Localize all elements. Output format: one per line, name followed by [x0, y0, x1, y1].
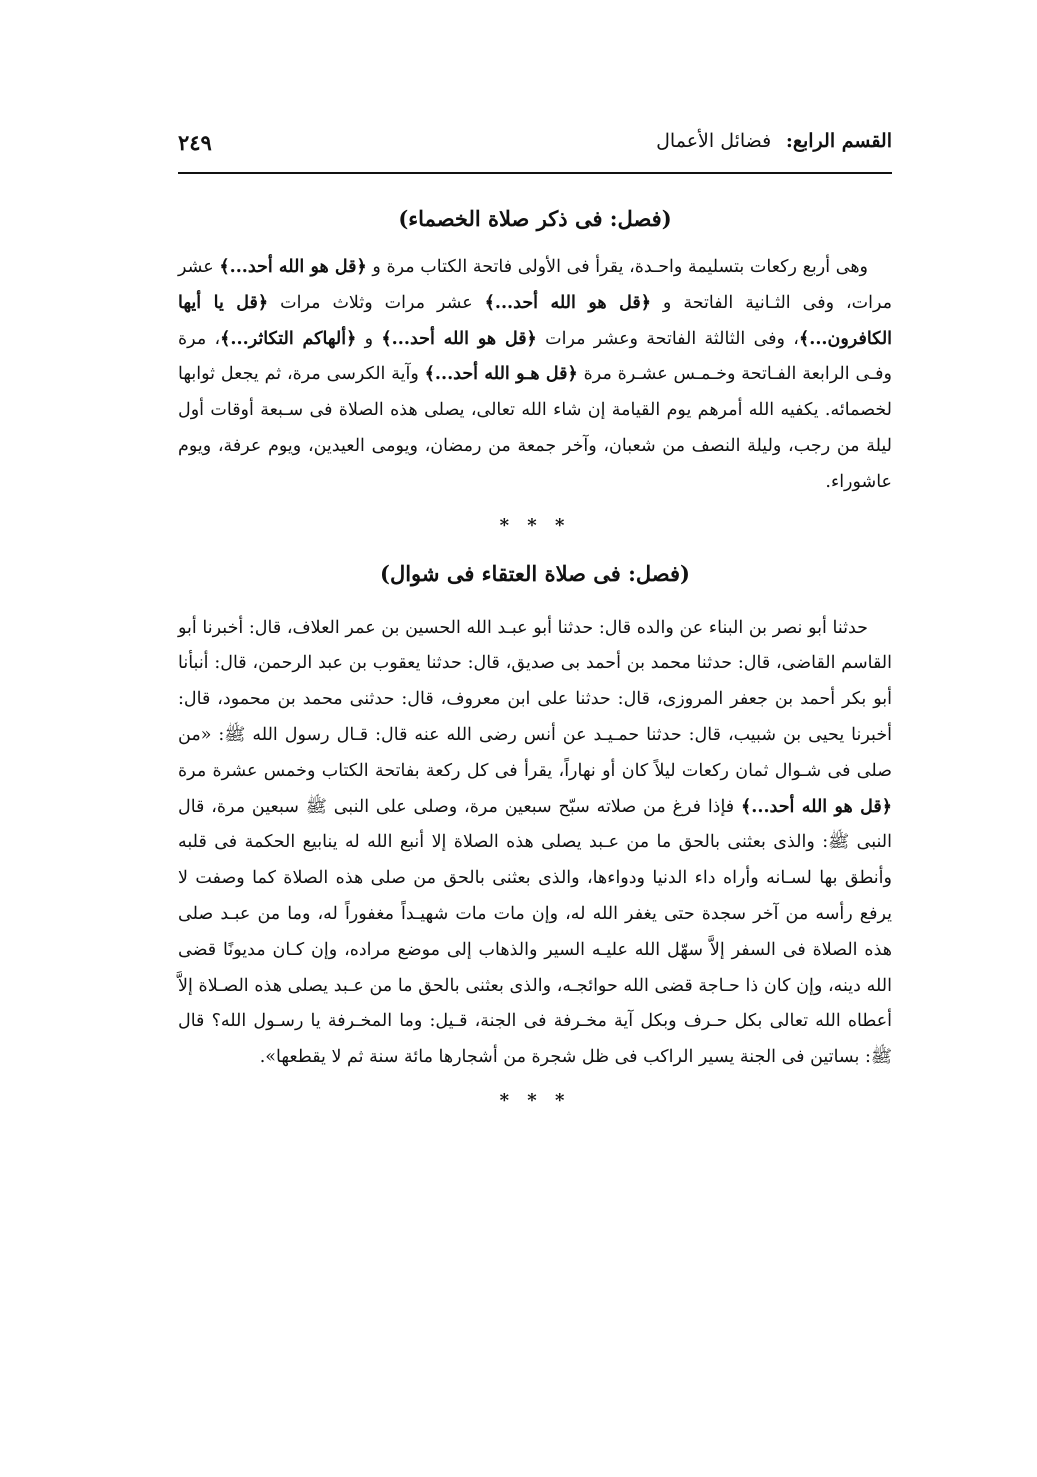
body-text: وهى أربع ركعات بتسليمة واحـدة، يقرأ فى الأولى فاتحة الكتاب مرة و [366, 257, 868, 277]
quran-verse-reference: ﴿ألهاكم التكاثر...﴾ [220, 328, 357, 349]
quran-verse-reference: ﴿قل يا أيها الكافرون...﴾ [178, 292, 893, 349]
header-part-label: القسم الرابع: [785, 130, 892, 152]
quran-verse-reference: ﴿قل هو الله أحد...﴾ [381, 328, 537, 349]
body-text: عشر مرات وثلاث مرات [268, 292, 485, 313]
section-heading-utaqa: (فصل: فى صلاة العتقاء فى شوال) [380, 560, 690, 586]
quran-verse-reference: ﴿قل هو الله أحد...﴾ [741, 796, 893, 817]
running-header [178, 126, 892, 170]
header-title [656, 130, 892, 152]
quran-verse-reference: ﴿قل هـو الله أحد...﴾ [424, 364, 578, 385]
page-number: ٢٤٩ [178, 130, 212, 155]
paragraph-khusama [178, 250, 892, 501]
paragraph-utaqa [178, 611, 892, 1076]
body-text: وآية الكرسى مرة، ثم يجعل ثوابها لخصمائه. يكفيه الله أمرهم يوم القيامة إن شاء الله تعالى، يصلى هذه الصلاة فى سـبعة أوقات أول ليلة من رجب، وليلة النصف من شعبان، وآخر جمعة من رمضان، ويومى العيدين، ويوم عرفة، ويوم عاشوراء. [178, 364, 892, 492]
section-separator: * * * [499, 514, 571, 536]
section-heading-khusama: (فصل: فى ذكر صلاة الخصماء) [398, 206, 672, 231]
body-text: حدثنا أبو نصر بن البناء عن والده قال: حدثنا أبو عبـد الله الحسين بن عمر العلاف، قال: أخبرنا أبو القاسم القاضى، قال: حدثنا محمد بن أحمد بى صديق، قال: حدثنا يعقوب بن عبد الرحمن، قال: أنبأنا أبو بكر أحمد بن جعفر المروزى، قال: حدثنا على ابن معروف، قال: حدثنى محمد بن محمود، قال: أخبرنا يحيى بن شبيب، قال: حدثنا حمـيـد عن أنس رضى الله عنه قال: قـال رسول الله ﷺ: «من صلى فى شـوال ثمان ركعات ليلاً كان أو نهاراً، يقرأ فى كل ركعة بفاتحة الكتاب وخمس عشرة مرة [178, 617, 892, 781]
header-chapter-label: فضائل الأعمال [656, 130, 772, 152]
quran-verse-reference: ﴿قل هو الله أحد...﴾ [484, 292, 651, 313]
quran-verse-reference: ﴿قل هو الله أحد...﴾ [219, 257, 367, 277]
body-text: عشر مرات، وفى الثـانية الفاتحة و [178, 257, 892, 313]
page-content [178, 196, 892, 1118]
body-text: و [356, 328, 382, 349]
body-text: فإذا فرغ من صلاته سبّح سبعين مرة، وصلى على النبى ﷺ سبعين مرة، قال النبى ﷺ: والذى بعثنى بالحق ما من عـبد يصلى هذه الصلاة إلا أنبع الله له ينابيع الحكمة فى قلبه وأنطق بها لسـانه وأراه داء الدنيا ودواءها، والذى بعثنى بالحق من صلى هذه الصلاة كما وصفت لا يرفع رأسه من آخر سجدة حتى يغفر الله له، وإن مات مات شهيـداً مغفوراً له، وما من عبـد صلى هذه الصلاة فى السفر إلاَّ سهّل الله عليـه السير والذهاب إلى موضع مراده، وإن كـان مديونًا قضى الله دينه، وإن كان ذا حـاجة قضى الله حوائجـه، والذى بعثنى بالحق ما من عـبد يصلى هذه الصـلاة إلاَّ أعطاه الله تعالى بكل حـرف وبكل آية مخـرفة فى الجنة، قـيل: وما المخـرفة يا رسـول الله؟ قال ﷺ: بساتين فى الجنة يسير الراكب فى ظل شجرة من أشجارها مائة سنة ثم لا يقطعها». [178, 796, 892, 1068]
body-text: ، وفى الثالثة الفاتحة وعشر مرات [536, 328, 799, 349]
header-rule [178, 172, 892, 174]
body-text: ، مرة وفـى الرابعة الفـاتحة وخـمـس عشـرة مرة [178, 328, 892, 385]
section-separator-end: * * * [499, 1089, 571, 1111]
